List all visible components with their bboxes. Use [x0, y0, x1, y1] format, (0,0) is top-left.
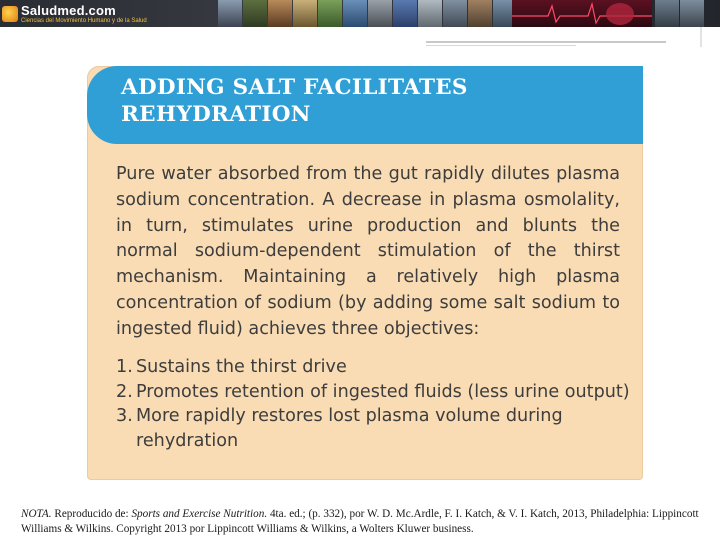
list-item-number: 1. [116, 357, 133, 377]
list-item [116, 404, 636, 453]
note-label: NOTA. [21, 508, 52, 520]
list-item-number: 3. [116, 406, 133, 426]
decorative-rule [426, 41, 666, 43]
list-item-text: Promotes retention of ingested fluids (less urine output) [136, 381, 630, 402]
athletes-photo-icon [268, 0, 292, 27]
cyclist-photo-icon [243, 0, 267, 27]
list-item-text: Sustains the thirst drive [136, 357, 347, 377]
crowd-photo-icon [368, 0, 392, 27]
note-book-title: Sports and Exercise Nutrition. [131, 508, 268, 520]
card-title-line: ADDING SALT FACILITATES [121, 75, 468, 100]
heart-ecg-graphic [512, 0, 652, 27]
runner-photo-icon [680, 0, 704, 27]
site-logo[interactable] [2, 1, 147, 26]
track-photo-icon [393, 0, 417, 27]
note-post: 4ta. ed.; (p. 332), por W. D. Mc.Ardle, F. I. Katch, & V. I. Katch, 2013, Philadelphia: Lippincott Williams & Wilkins. Copyright 2013 por Lippincott Williams & Wilkins, a Wolters Kluwer business. [21, 508, 699, 535]
athlete-photo-icon [468, 0, 492, 27]
list-item [116, 380, 636, 405]
logo-tagline: Ciencias del Movimiento Humano y de la Salud [21, 17, 147, 24]
site-banner [0, 0, 720, 27]
photo-strip [218, 0, 518, 27]
card-title [121, 74, 621, 128]
field-photo-icon [318, 0, 342, 27]
list-item-text: More rapidly restores lost plasma volume during rehydration [136, 406, 563, 451]
logo-mark-icon [2, 6, 18, 22]
runner-photo-icon [443, 0, 467, 27]
objectives-list [116, 355, 636, 453]
runner-photo-icon [655, 0, 679, 27]
card-paragraph: Pure water absorbed from the gut rapidly dilutes plasma sodium concentration. A decrease in plasma osmolality, in turn, stimulates urine production and blunts the normal sodium-dependent stimulation of the thirst mechanism. Maintaining a relatively high plasma concentration of sodium (by adding some salt sodium to ingested fluid) achieves three objectives: [116, 164, 620, 339]
citation-note [21, 507, 711, 537]
list-item-number: 2. [116, 381, 133, 402]
logo-name: Saludmed.com [21, 2, 116, 18]
note-pre: Reproducido de: [51, 508, 132, 520]
card-title-line: REHYDRATION [121, 102, 311, 127]
decorative-rule [426, 45, 576, 46]
banner-tail [655, 0, 705, 27]
swimmer-photo-icon [343, 0, 367, 27]
runner-photo-icon [218, 0, 242, 27]
exercise-photo-icon [418, 0, 442, 27]
list-item [116, 355, 636, 380]
decorative-rule [700, 27, 702, 47]
runners-photo-icon [293, 0, 317, 27]
